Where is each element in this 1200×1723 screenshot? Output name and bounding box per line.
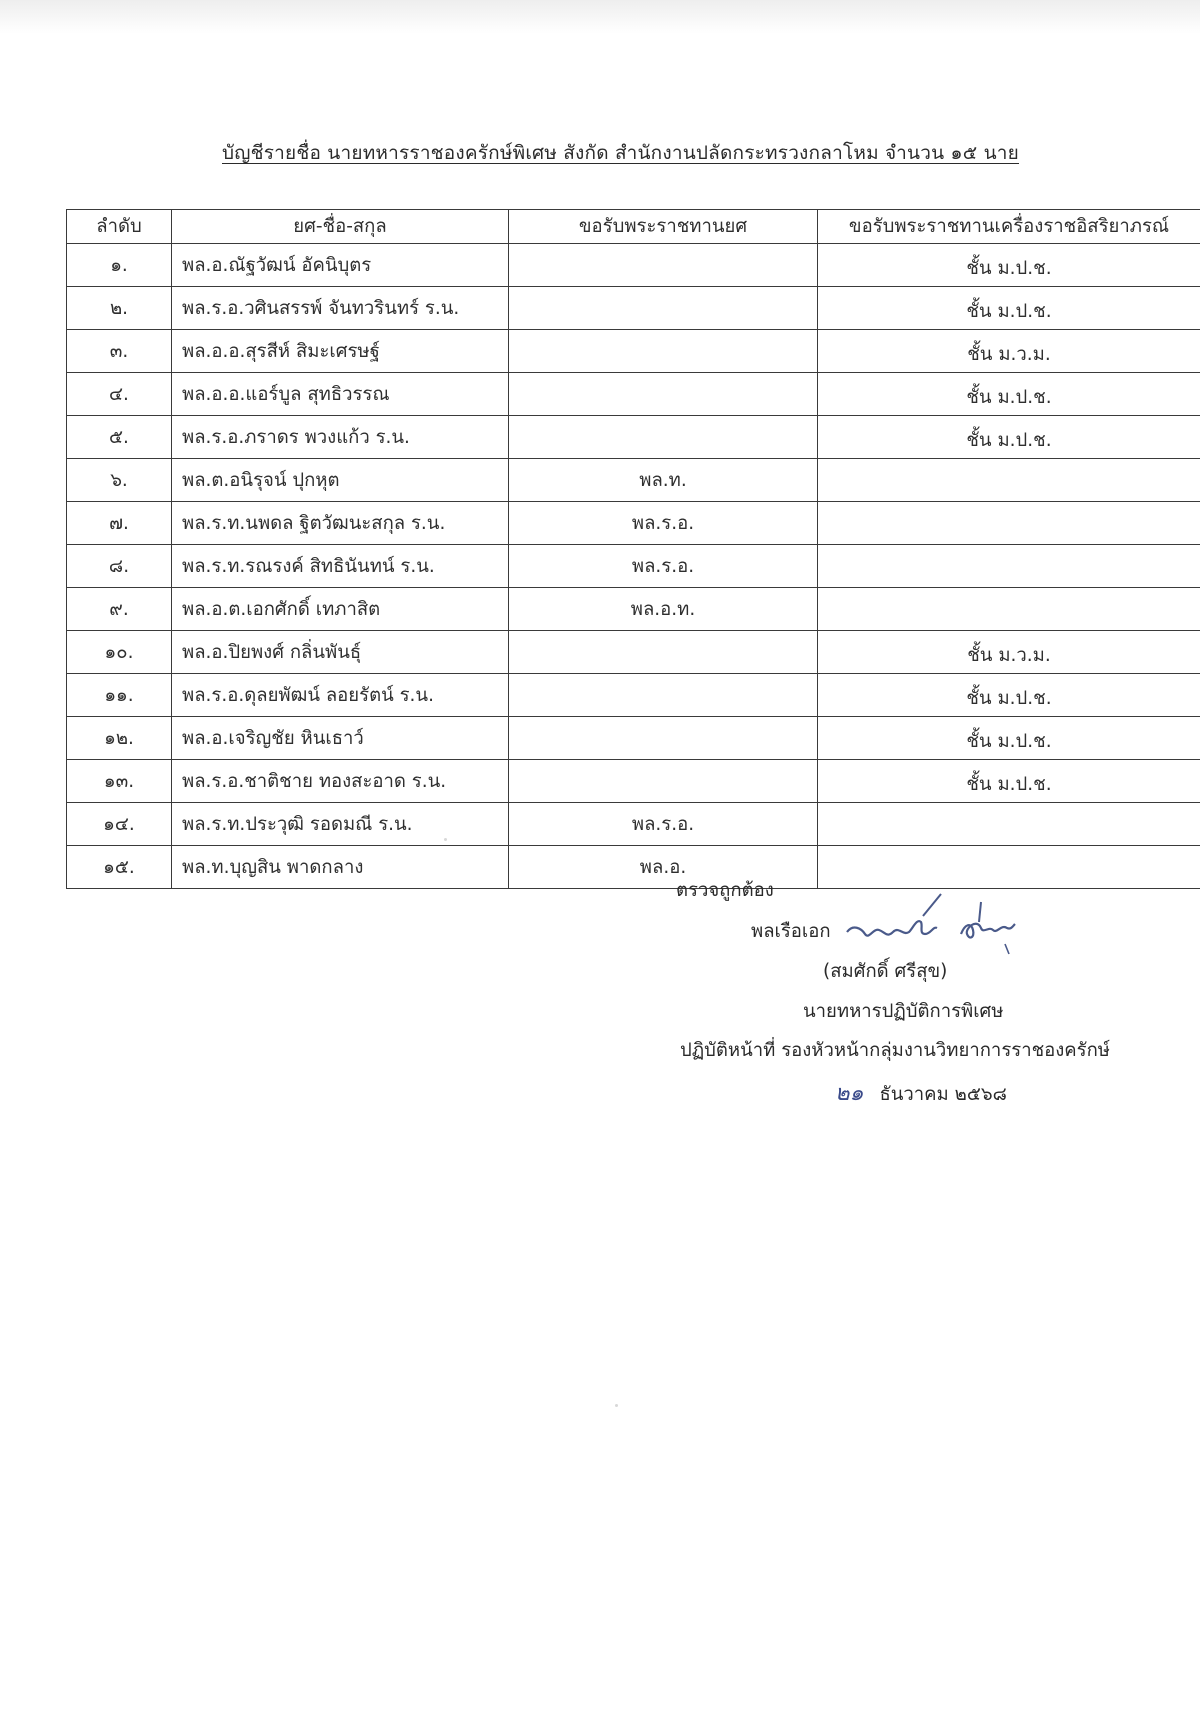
- date-month-year: ธันวาคม ๒๕๖๘: [879, 1084, 1007, 1105]
- row-decoration-request: ชั้น ม.ว.ม.: [818, 631, 1200, 674]
- table-row: [67, 416, 1200, 459]
- table-row: [67, 330, 1200, 373]
- header-decoration-request: ขอรับพระราชทานเครื่องราชอิสริยาภรณ์: [818, 210, 1200, 244]
- roster-body: [67, 244, 1200, 889]
- row-number: ๓.: [67, 330, 172, 373]
- row-name: พล.อ.ต.เอกศักดิ์ เทภาสิต: [172, 588, 509, 631]
- row-rank-request: [509, 373, 818, 416]
- row-name: พล.ร.ท.ประวุฒิ รอดมณี ร.น.: [172, 803, 509, 846]
- row-rank-request: [509, 244, 818, 287]
- row-rank-request: พล.ท.: [509, 459, 818, 502]
- header-no: ลำดับ: [67, 210, 172, 244]
- row-rank-request: พล.อ.: [509, 846, 818, 889]
- table-row: [67, 244, 1200, 287]
- scan-top-shadow: [0, 0, 1200, 34]
- row-name: พล.อ.อ.สุรสีห์ สิมะเศรษฐ์: [172, 330, 509, 373]
- row-number: ๑๐.: [67, 631, 172, 674]
- roster-table: [66, 209, 1200, 889]
- row-rank-request: [509, 287, 818, 330]
- row-number: ๑.: [67, 244, 172, 287]
- row-number: ๔.: [67, 373, 172, 416]
- row-name: พล.อ.ปิยพงศ์ กลิ่นพันธุ์: [172, 631, 509, 674]
- row-decoration-request: [818, 803, 1200, 846]
- row-decoration-request: [818, 459, 1200, 502]
- row-number: ๒.: [67, 287, 172, 330]
- verified-label: ตรวจถูกต้อง: [676, 880, 774, 901]
- row-rank-request: พล.อ.ท.: [509, 588, 818, 631]
- table-row: [67, 846, 1200, 889]
- row-decoration-request: ชั้น ม.ป.ช.: [818, 287, 1200, 330]
- row-decoration-request: ชั้น ม.ป.ช.: [818, 373, 1200, 416]
- row-rank-request: [509, 631, 818, 674]
- table-row: [67, 502, 1200, 545]
- table-row: [67, 760, 1200, 803]
- row-number: ๗.: [67, 502, 172, 545]
- header-name: ยศ-ชื่อ-สกุล: [172, 210, 509, 244]
- table-row: [67, 717, 1200, 760]
- row-decoration-request: [818, 502, 1200, 545]
- table-row: [67, 373, 1200, 416]
- sign-date: [835, 1075, 1007, 1110]
- row-name: พล.ร.อ.วศินสรรพ์ จันทวรินทร์ ร.น.: [172, 287, 509, 330]
- row-rank-request: [509, 674, 818, 717]
- row-rank-request: พล.ร.อ.: [509, 502, 818, 545]
- row-name: พล.อ.เจริญชัย หินเธาว์: [172, 717, 509, 760]
- row-decoration-request: ชั้น ม.ป.ช.: [818, 416, 1200, 459]
- table-row: [67, 459, 1200, 502]
- signer-name: (สมศักดิ์ ศรีสุข): [823, 961, 948, 982]
- row-decoration-request: [818, 588, 1200, 631]
- row-name: พล.อ.อ.แอร์บูล สุทธิวรรณ: [172, 373, 509, 416]
- row-decoration-request: ชั้น ม.ป.ช.: [818, 760, 1200, 803]
- row-number: ๑๕.: [67, 846, 172, 889]
- row-rank-request: [509, 330, 818, 373]
- table-row: [67, 674, 1200, 717]
- row-name: พล.ร.ท.รณรงค์ สิทธินันทน์ ร.น.: [172, 545, 509, 588]
- row-number: ๖.: [67, 459, 172, 502]
- document-title: บัญชีรายชื่อ นายทหารราชองครักษ์พิเศษ สังกัด สำนักงานปลัดกระทรวงกลาโหม จำนวน ๑๕ นาย: [222, 142, 1020, 164]
- row-rank-request: พล.ร.อ.: [509, 545, 818, 588]
- row-rank-request: [509, 416, 818, 459]
- row-name: พล.ร.อ.ดุลยพัฒน์ ลอยรัตน์ ร.น.: [172, 674, 509, 717]
- row-number: ๘.: [67, 545, 172, 588]
- row-name: พล.ร.ท.นพดล ฐิตวัฒนะสกุล ร.น.: [172, 502, 509, 545]
- row-decoration-request: [818, 846, 1200, 889]
- table-row: [67, 803, 1200, 846]
- date-day-handwritten: ๒๑: [835, 1081, 864, 1106]
- row-decoration-request: ชั้น ม.ว.ม.: [818, 330, 1200, 373]
- row-rank-request: [509, 760, 818, 803]
- row-decoration-request: ชั้น ม.ป.ช.: [818, 717, 1200, 760]
- row-decoration-request: [818, 545, 1200, 588]
- signer-position-line2: ปฏิบัติหน้าที่ รองหัวหน้ากลุ่มงานวิทยาการราชองครักษ์: [680, 1040, 1110, 1061]
- row-name: พล.ท.บุญสิน พาดกลาง: [172, 846, 509, 889]
- scan-speck: [444, 838, 447, 841]
- row-number: ๑๔.: [67, 803, 172, 846]
- row-number: ๕.: [67, 416, 172, 459]
- header-rank-request: ขอรับพระราชทานยศ: [509, 210, 818, 244]
- row-decoration-request: ชั้น ม.ป.ช.: [818, 674, 1200, 717]
- table-row: [67, 588, 1200, 631]
- row-name: พล.ต.อนิรุจน์ ปุกหุต: [172, 459, 509, 502]
- row-number: ๑๑.: [67, 674, 172, 717]
- row-number: ๑๒.: [67, 717, 172, 760]
- row-number: ๑๓.: [67, 760, 172, 803]
- scan-speck: [615, 1404, 618, 1407]
- row-name: พล.ร.อ.ชาติชาย ทองสะอาด ร.น.: [172, 760, 509, 803]
- table-row: [67, 287, 1200, 330]
- table-row: [67, 545, 1200, 588]
- row-name: พล.อ.ณัฐวัฒน์ อัคนิบุตร: [172, 244, 509, 287]
- row-rank-request: [509, 717, 818, 760]
- handwritten-signature: [843, 888, 1043, 962]
- signer-position-line1: นายทหารปฏิบัติการพิเศษ: [803, 1001, 1004, 1022]
- signer-rank: พลเรือเอก: [751, 921, 831, 942]
- row-number: ๙.: [67, 588, 172, 631]
- row-name: พล.ร.อ.ภราดร พวงแก้ว ร.น.: [172, 416, 509, 459]
- row-decoration-request: ชั้น ม.ป.ช.: [818, 244, 1200, 287]
- row-rank-request: พล.ร.อ.: [509, 803, 818, 846]
- table-row: [67, 631, 1200, 674]
- table-header-row: [67, 210, 1200, 244]
